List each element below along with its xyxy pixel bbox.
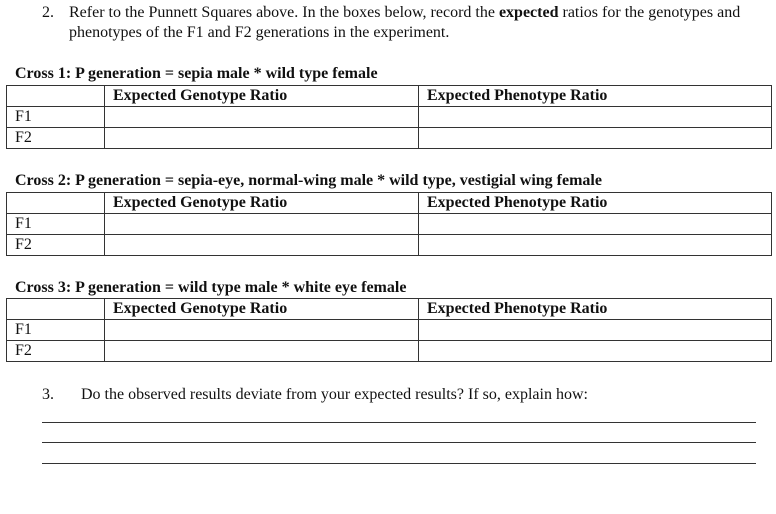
row-label-f2: F2 <box>7 128 105 149</box>
table-row-f2 <box>7 341 772 362</box>
cross-1-title: Cross 1: P generation = sepia male * wild type female <box>15 65 378 82</box>
cross-2-f1-phenotype-cell[interactable] <box>419 214 772 235</box>
cross-3-table <box>6 298 772 362</box>
row-label-f1: F1 <box>7 320 105 341</box>
header-blank-cell <box>7 193 105 214</box>
table-header-row <box>7 299 772 320</box>
genotype-header: Expected Genotype Ratio <box>105 193 419 214</box>
answer-line-1[interactable] <box>42 422 756 423</box>
cross-2-f1-genotype-cell[interactable] <box>105 214 419 235</box>
cross-3-title: Cross 3: P generation = wild type male * white eye female <box>15 279 407 296</box>
question-2-text: Refer to the Punnett Squares above. In the boxes below, record the expected ratios for the genotypes and phenotypes of the F1 and F2 generations in the experiment. <box>69 4 741 41</box>
header-blank-cell <box>7 299 105 320</box>
row-label-f2: F2 <box>7 341 105 362</box>
question-3-text: Do the observed results deviate from your expected results? If so, explain how: <box>81 386 588 403</box>
phenotype-header: Expected Phenotype Ratio <box>419 299 772 320</box>
cross-2-f2-genotype-cell[interactable] <box>105 235 419 256</box>
table-row-f1 <box>7 107 772 128</box>
phenotype-header: Expected Phenotype Ratio <box>419 193 772 214</box>
row-label-f1: F1 <box>7 214 105 235</box>
phenotype-header: Expected Phenotype Ratio <box>419 86 772 107</box>
cross-1-f1-phenotype-cell[interactable] <box>419 107 772 128</box>
answer-line-2[interactable] <box>42 442 756 443</box>
cross-2-table <box>6 192 772 256</box>
genotype-header: Expected Genotype Ratio <box>105 86 419 107</box>
table-row-f1 <box>7 214 772 235</box>
cross-3-f1-genotype-cell[interactable] <box>105 320 419 341</box>
table-header-row <box>7 86 772 107</box>
table-row-f1 <box>7 320 772 341</box>
row-label-f2: F2 <box>7 235 105 256</box>
row-label-f1: F1 <box>7 107 105 128</box>
cross-2-f2-phenotype-cell[interactable] <box>419 235 772 256</box>
question-2 <box>42 3 742 43</box>
table-header-row <box>7 193 772 214</box>
question-2-number: 2. <box>42 4 54 21</box>
table-row-f2 <box>7 235 772 256</box>
question-3-number: 3. <box>42 386 54 403</box>
cross-1-table <box>6 85 772 149</box>
header-blank-cell <box>7 86 105 107</box>
answer-line-3[interactable] <box>42 463 756 464</box>
cross-1-f2-phenotype-cell[interactable] <box>419 128 772 149</box>
genotype-header: Expected Genotype Ratio <box>105 299 419 320</box>
cross-3-f1-phenotype-cell[interactable] <box>419 320 772 341</box>
cross-1-f1-genotype-cell[interactable] <box>105 107 419 128</box>
table-row-f2 <box>7 128 772 149</box>
question-3 <box>42 385 588 405</box>
cross-3-f2-phenotype-cell[interactable] <box>419 341 772 362</box>
cross-2-title: Cross 2: P generation = sepia-eye, normal-wing male * wild type, vestigial wing female <box>15 172 602 189</box>
cross-3-f2-genotype-cell[interactable] <box>105 341 419 362</box>
cross-1-f2-genotype-cell[interactable] <box>105 128 419 149</box>
